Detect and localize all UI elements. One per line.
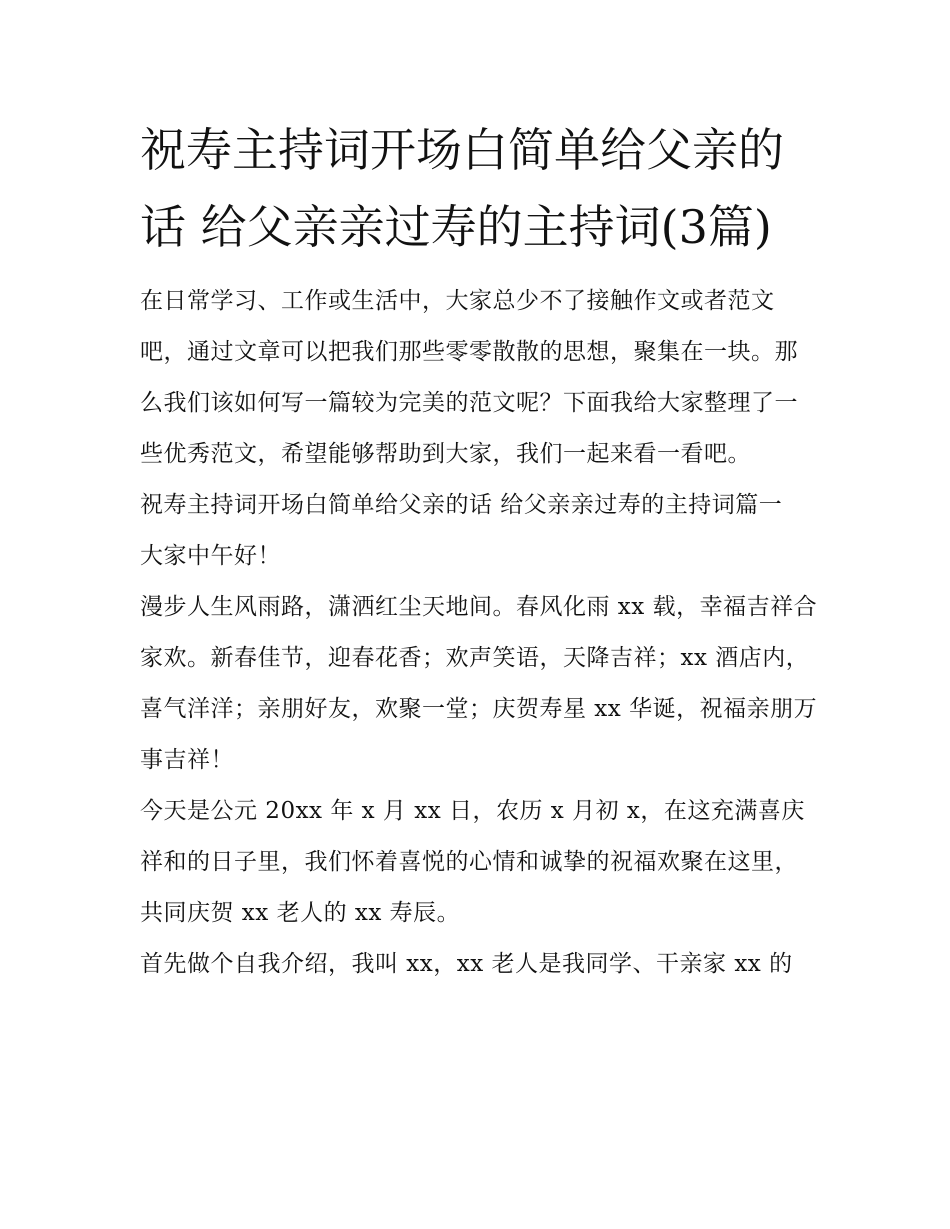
- body-paragraph-1: 漫步人生风雨路，潇洒红尘天地间。春风化雨 xx 载，幸福吉祥合家欢。新春佳节，迎春花香；欢声笑语，天降吉祥；xx 酒店内，喜气洋洋；亲朋好友，欢聚一堂；庆贺寿星 xx 华诞，祝福亲朋万事吉祥！: [140, 594, 818, 773]
- document-title: 祝寿主持词开场白简单给父亲的话 给父亲亲过寿的主持词(3篇): [140, 123, 784, 254]
- body-paragraph-3: 首先做个自我介绍，我叫 xx，xx 老人是我同学、干亲家 xx 的: [140, 951, 793, 977]
- body-paragraph-2: 今天是公元 20xx 年 x 月 xx 日，农历 x 月初 x，在这充满喜庆祥和的日子里，我们怀着喜悦的心情和诚挚的祝福欢聚在这里，共同庆贺 xx 老人的 xx 寿辰。: [140, 798, 805, 926]
- greeting-paragraph: 大家中午好！: [140, 543, 281, 569]
- intro-paragraph: 在日常学习、工作或生活中，大家总少不了接触作文或者范文吧，通过文章可以把我们那些零零散散的思想，聚集在一块。那么我们该如何写一篇较为完美的范文呢？下面我给大家整理了一些优秀范文，希望能够帮助到大家，我们一起来看一看吧。: [140, 288, 798, 467]
- document-page: [140, 112, 820, 990]
- section-heading: 祝寿主持词开场白简单给父亲的话 给父亲亲过寿的主持词篇一: [140, 492, 783, 518]
